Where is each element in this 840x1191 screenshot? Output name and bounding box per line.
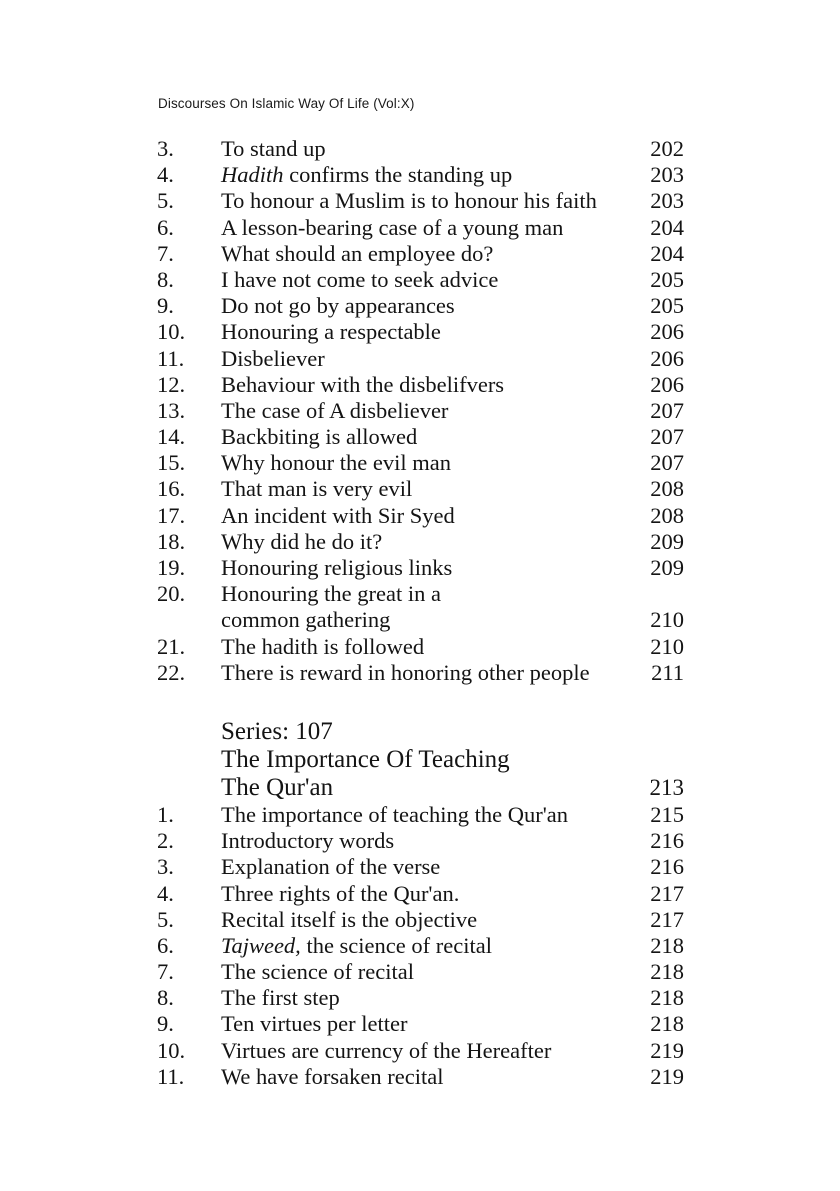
entry-number: 14. [157,424,186,450]
entry-page: 215 [650,801,684,827]
entry-title: The science of recital [221,959,415,985]
entry-title: Honouring religious links [221,555,453,580]
series-contents [155,802,700,1090]
entry-number: 4. [157,162,174,188]
toc-entry [155,1038,700,1064]
toc-entry [155,162,700,188]
toc-entry [155,476,700,502]
toc-entry [155,424,700,450]
toc-entry [155,188,700,214]
toc-entry [155,1011,700,1037]
entry-title: Virtues are currency of the Hereafter [221,1037,552,1063]
entry-number: 16. [157,476,186,502]
entry-title [221,933,492,959]
entry-page: 206 [650,371,684,397]
entry-title-rest: the science of recital [300,932,492,958]
entry-page: 207 [650,450,684,476]
entry-title-italic: Tajweed, [221,932,301,958]
entry-title: The hadith is followed [221,633,425,659]
entry-number: 18. [157,528,186,554]
series-title-line1: The Importance Of Teaching [221,745,510,773]
entry-page: 202 [650,136,684,161]
toc-entry [155,241,700,267]
entry-title: That man is very evil [221,476,413,502]
entry-title: Explanation of the verse [221,854,441,880]
entry-page: 209 [650,528,684,554]
toc-entry [155,503,700,529]
entry-title: Why honour the evil man [221,450,451,476]
entry-number: 9. [157,293,174,319]
entry-page: 216 [650,854,684,880]
toc-entry [155,802,700,828]
toc-entry [155,346,700,372]
entry-page: 205 [650,266,684,292]
entry-page: 217 [650,906,684,932]
toc-entry [155,398,700,424]
entry-page: 217 [650,880,684,906]
entry-page: 203 [650,162,684,188]
entry-title: The case of A disbeliever [221,397,449,423]
entry-title: Disbeliever [221,345,325,371]
toc-entry [155,529,700,555]
entry-number: 13. [157,397,186,423]
toc-entry [155,136,700,162]
toc-entry [155,581,700,607]
entry-number: 8. [157,266,174,292]
entry-number: 7. [157,240,174,266]
entry-number: 15. [157,450,186,476]
entry-title: I have not come to seek advice [221,266,499,292]
entry-number: 3. [157,854,174,880]
entry-page: 207 [650,424,684,450]
entry-number: 12. [157,371,186,397]
entry-number: 5. [157,188,174,214]
entry-number: 4. [157,880,174,906]
entry-page: 203 [650,188,684,214]
toc-entry-continuation [155,607,700,633]
entry-title: To stand up [221,136,326,161]
entry-title: There is reward in honoring other people [221,659,590,685]
entry-page: 218 [650,985,684,1011]
entry-page: 205 [650,293,684,319]
toc-entry [155,854,700,880]
entry-number: 10. [157,319,186,345]
entry-page: 210 [650,633,684,659]
entry-title: The importance of teaching the Qur'an [221,801,569,827]
entry-page: 218 [650,932,684,958]
series-label: Series: 107 [221,717,333,745]
toc-entry [155,985,700,1011]
entry-page: 208 [650,476,684,502]
entry-number: 7. [157,959,174,985]
entry-number: 2. [157,828,174,854]
section-gap [155,686,700,718]
entry-number: 20. [157,581,186,607]
entry-title: Ten virtues per letter [221,1011,408,1037]
entry-title [221,162,512,188]
entry-title: Honouring a respectable [221,319,441,345]
entry-number: 17. [157,502,186,528]
entry-page: 204 [650,240,684,266]
entry-title-italic: Hadith [221,162,284,188]
entry-title: We have forsaken recital [221,1063,444,1089]
entry-title: Three rights of the Qur'an. [221,880,460,906]
entry-title-rest: confirms the standing up [283,162,513,188]
entry-number: 22. [157,659,186,685]
toc-entry [155,293,700,319]
series-title-row [155,746,700,774]
entry-title: Introductory words [221,828,395,854]
entry-number: 3. [157,136,174,161]
toc-entry [155,319,700,345]
toc-entry [155,828,700,854]
entry-page: 206 [650,345,684,371]
entry-page: 207 [650,397,684,423]
toc-entry [155,634,700,660]
entry-number: 6. [157,932,174,958]
entry-title-continuation: common gathering [221,607,391,633]
toc-entry [155,555,700,581]
entry-title: A lesson-bearing case of a young man [221,214,564,240]
entry-number: 19. [157,555,186,580]
toc-entry [155,881,700,907]
entry-title: Behaviour with the disbelifvers [221,371,505,397]
entry-page: 204 [650,214,684,240]
entry-title: Why did he do it? [221,528,383,554]
toc-entry [155,933,700,959]
toc-entry [155,450,700,476]
entry-title: Backbiting is allowed [221,424,418,450]
series-label-row [155,718,700,746]
entry-page: 206 [650,319,684,345]
entry-number: 8. [157,985,174,1011]
entry-page: 216 [650,828,684,854]
toc-entry [155,372,700,398]
entry-number: 11. [157,345,185,371]
toc-entry [155,267,700,293]
table-of-contents [155,136,700,1090]
entry-number: 1. [157,801,174,827]
entry-page: 218 [650,1011,684,1037]
entry-title: Recital itself is the objective [221,906,478,932]
toc-entry [155,1064,700,1090]
entry-number: 11. [157,1063,185,1089]
entry-number: 21. [157,633,186,659]
series-title-row [155,774,700,802]
entry-page: 211 [651,659,684,685]
entry-page: 219 [650,1037,684,1063]
series-title-line2: The Qur'an [221,773,334,801]
entry-title: Honouring the great in a [221,581,441,607]
entry-title: Do not go by appearances [221,293,455,319]
toc-entry [155,215,700,241]
toc-entry [155,907,700,933]
entry-number: 10. [157,1037,186,1063]
entry-page: 209 [650,555,684,580]
entry-number: 6. [157,214,174,240]
entry-title: What should an employee do? [221,240,494,266]
entry-number: 9. [157,1011,174,1037]
entry-page: 210 [650,607,684,633]
entry-page: 218 [650,959,684,985]
toc-entry [155,959,700,985]
entry-title: An incident with Sir Syed [221,502,455,528]
running-header: Discourses On Islamic Way Of Life (Vol:X) [158,96,415,111]
series-page: 213 [649,774,684,800]
entry-number: 5. [157,906,174,932]
entry-title: To honour a Muslim is to honour his faith [221,188,597,214]
entry-title: The first step [221,985,340,1011]
toc-entry [155,660,700,686]
entry-page: 208 [650,502,684,528]
entry-page: 219 [650,1063,684,1089]
